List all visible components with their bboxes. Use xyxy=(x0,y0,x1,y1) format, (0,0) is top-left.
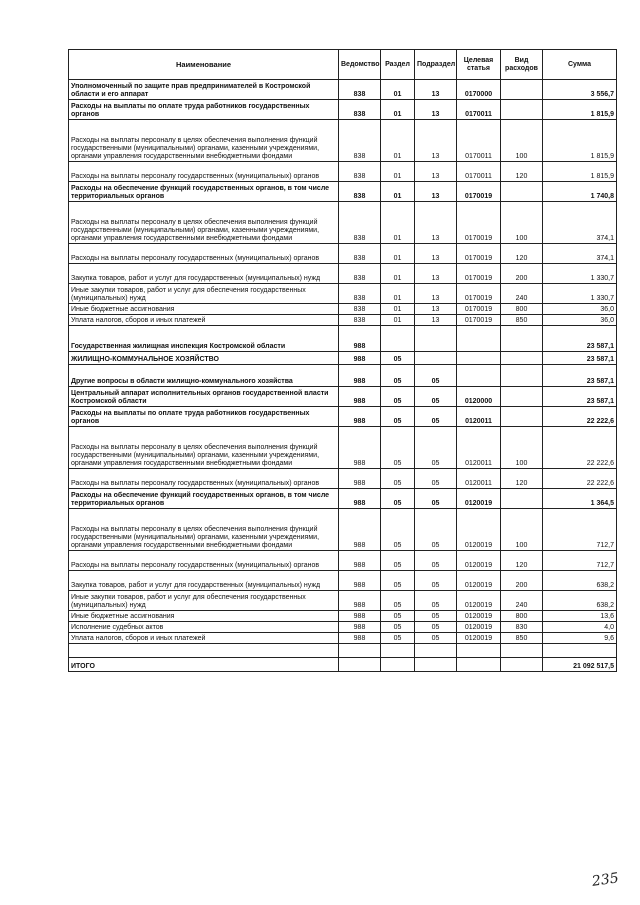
cell-target: 0170011 xyxy=(457,162,501,182)
cell-subsection: 13 xyxy=(415,284,457,304)
cell-kind: 100 xyxy=(501,427,543,469)
cell-kind: 120 xyxy=(501,551,543,571)
cell-name: Расходы на выплаты персоналу государственных (муниципальных) органов xyxy=(69,244,339,264)
table-row xyxy=(69,244,617,264)
header-subsection: Подраздел xyxy=(415,50,457,80)
cell-sum: 1 330,7 xyxy=(543,284,617,304)
cell-sum: 3 556,7 xyxy=(543,80,617,100)
table-row xyxy=(69,387,617,407)
cell-dept: 988 xyxy=(339,352,381,365)
cell-section: 01 xyxy=(381,120,415,162)
table-row xyxy=(69,182,617,202)
cell-section: 05 xyxy=(381,611,415,622)
cell-name: Государственная жилищная инспекция Костромской области xyxy=(69,326,339,352)
cell-sum: 1 815,9 xyxy=(543,100,617,120)
cell-section: 05 xyxy=(381,352,415,365)
cell-kind xyxy=(501,489,543,509)
cell-subsection: 05 xyxy=(415,551,457,571)
cell-kind xyxy=(501,658,543,672)
cell-section: 05 xyxy=(381,551,415,571)
cell-name: Расходы на выплаты персоналу в целях обеспечения выполнения функций государственными (муниципальными) органами, казенными учреждениями, органами управления государственными внебюджетными фондами xyxy=(69,202,339,244)
cell-target: 0120000 xyxy=(457,387,501,407)
header-kind: Вид расходов xyxy=(501,50,543,80)
cell-section: 01 xyxy=(381,162,415,182)
cell-section: 01 xyxy=(381,80,415,100)
cell-target: 0120011 xyxy=(457,427,501,469)
table-row xyxy=(69,120,617,162)
cell-section: 05 xyxy=(381,387,415,407)
cell-kind: 200 xyxy=(501,571,543,591)
table-row xyxy=(69,427,617,469)
cell-subsection xyxy=(415,644,457,658)
cell-target: 0170011 xyxy=(457,100,501,120)
cell-dept: 838 xyxy=(339,284,381,304)
cell-sum: 1 815,9 xyxy=(543,120,617,162)
cell-section: 05 xyxy=(381,489,415,509)
cell-section: 01 xyxy=(381,304,415,315)
cell-dept xyxy=(339,658,381,672)
cell-kind: 200 xyxy=(501,264,543,284)
cell-target: 0170019 xyxy=(457,244,501,264)
cell-target xyxy=(457,352,501,365)
cell-name: Закупка товаров, работ и услуг для государственных (муниципальных) нужд xyxy=(69,571,339,591)
cell-kind: 240 xyxy=(501,591,543,611)
cell-subsection: 05 xyxy=(415,427,457,469)
cell-target: 0120019 xyxy=(457,571,501,591)
cell-kind xyxy=(501,100,543,120)
cell-subsection: 05 xyxy=(415,571,457,591)
cell-section: 01 xyxy=(381,182,415,202)
table-row xyxy=(69,365,617,387)
cell-kind: 100 xyxy=(501,509,543,551)
cell-target: 0120011 xyxy=(457,469,501,489)
cell-sum: 22 222,6 xyxy=(543,469,617,489)
cell-name: Расходы на выплаты персоналу в целях обеспечения выполнения функций государственными (муниципальными) органами, казенными учреждениями, органами управления государственными внебюджетными фондами xyxy=(69,509,339,551)
cell-dept: 838 xyxy=(339,120,381,162)
cell-target xyxy=(457,658,501,672)
table-row xyxy=(69,469,617,489)
cell-sum: 712,7 xyxy=(543,509,617,551)
cell-kind: 850 xyxy=(501,633,543,644)
cell-sum: 1 815,9 xyxy=(543,162,617,182)
cell-name: Уплата налогов, сборов и иных платежей xyxy=(69,633,339,644)
cell-sum: 23 587,1 xyxy=(543,326,617,352)
cell-name: Расходы на обеспечение функций государственных органов, в том числе территориальных органов xyxy=(69,182,339,202)
cell-kind xyxy=(501,182,543,202)
cell-subsection: 05 xyxy=(415,509,457,551)
cell-kind xyxy=(501,644,543,658)
cell-name: Центральный аппарат исполнительных органов государственной власти Костромской области xyxy=(69,387,339,407)
cell-sum: 36,0 xyxy=(543,304,617,315)
cell-sum: 22 222,6 xyxy=(543,407,617,427)
cell-section: 01 xyxy=(381,315,415,326)
table-row xyxy=(69,100,617,120)
cell-kind: 120 xyxy=(501,469,543,489)
cell-target: 0120019 xyxy=(457,489,501,509)
cell-dept: 988 xyxy=(339,326,381,352)
cell-subsection: 13 xyxy=(415,264,457,284)
cell-dept: 838 xyxy=(339,315,381,326)
cell-dept: 838 xyxy=(339,304,381,315)
table-row xyxy=(69,304,617,315)
cell-subsection: 05 xyxy=(415,622,457,633)
cell-section: 05 xyxy=(381,509,415,551)
cell-sum: 374,1 xyxy=(543,202,617,244)
cell-name: Другие вопросы в области жилищно-коммунального хозяйства xyxy=(69,365,339,387)
cell-sum xyxy=(543,644,617,658)
cell-dept: 988 xyxy=(339,387,381,407)
cell-dept: 838 xyxy=(339,244,381,264)
table-row xyxy=(69,315,617,326)
cell-target: 0120019 xyxy=(457,551,501,571)
cell-subsection: 13 xyxy=(415,120,457,162)
cell-section xyxy=(381,326,415,352)
cell-section: 01 xyxy=(381,284,415,304)
cell-subsection: 13 xyxy=(415,162,457,182)
cell-section: 05 xyxy=(381,365,415,387)
cell-name: Уплата налогов, сборов и иных платежей xyxy=(69,315,339,326)
cell-name: ИТОГО xyxy=(69,658,339,672)
table-row xyxy=(69,633,617,644)
cell-name: Расходы на обеспечение функций государственных органов, в том числе территориальных органов xyxy=(69,489,339,509)
cell-subsection: 05 xyxy=(415,591,457,611)
cell-dept: 838 xyxy=(339,182,381,202)
cell-sum: 712,7 xyxy=(543,551,617,571)
cell-kind: 100 xyxy=(501,120,543,162)
cell-section: 05 xyxy=(381,591,415,611)
budget-table xyxy=(68,49,617,672)
cell-dept: 988 xyxy=(339,571,381,591)
cell-name: Иные закупки товаров, работ и услуг для обеспечения государственных (муниципальных) нужд xyxy=(69,284,339,304)
page-number: 235 xyxy=(591,870,620,890)
cell-target: 0170019 xyxy=(457,264,501,284)
header-dept: Ведомство xyxy=(339,50,381,80)
cell-name: Расходы на выплаты персоналу в целях обеспечения выполнения функций государственными (муниципальными) органами, казенными учреждениями, органами управления государственными внебюджетными фондами xyxy=(69,427,339,469)
cell-subsection: 13 xyxy=(415,182,457,202)
cell-kind: 240 xyxy=(501,284,543,304)
table-row xyxy=(69,658,617,672)
cell-target: 0120019 xyxy=(457,611,501,622)
cell-dept: 838 xyxy=(339,264,381,284)
cell-dept: 988 xyxy=(339,427,381,469)
table-row xyxy=(69,284,617,304)
cell-target: 0170000 xyxy=(457,80,501,100)
cell-kind xyxy=(501,352,543,365)
table-row xyxy=(69,489,617,509)
cell-section xyxy=(381,644,415,658)
cell-section: 05 xyxy=(381,427,415,469)
cell-sum: 22 222,6 xyxy=(543,427,617,469)
cell-name: Закупка товаров, работ и услуг для государственных (муниципальных) нужд xyxy=(69,264,339,284)
cell-sum: 1 364,5 xyxy=(543,489,617,509)
cell-section: 05 xyxy=(381,469,415,489)
cell-target: 0120019 xyxy=(457,633,501,644)
cell-kind: 120 xyxy=(501,244,543,264)
cell-kind xyxy=(501,80,543,100)
table-row xyxy=(69,407,617,427)
cell-target: 0170011 xyxy=(457,120,501,162)
cell-name xyxy=(69,644,339,658)
cell-sum: 9,6 xyxy=(543,633,617,644)
cell-section: 05 xyxy=(381,407,415,427)
cell-sum: 23 587,1 xyxy=(543,387,617,407)
cell-name: Расходы на выплаты персоналу государственных (муниципальных) органов xyxy=(69,551,339,571)
cell-target xyxy=(457,365,501,387)
cell-target: 0120019 xyxy=(457,509,501,551)
header-section: Раздел xyxy=(381,50,415,80)
cell-kind: 830 xyxy=(501,622,543,633)
cell-sum: 1 330,7 xyxy=(543,264,617,284)
cell-subsection: 13 xyxy=(415,304,457,315)
cell-name: Иные закупки товаров, работ и услуг для обеспечения государственных (муниципальных) нужд xyxy=(69,591,339,611)
cell-subsection: 05 xyxy=(415,611,457,622)
cell-kind: 800 xyxy=(501,611,543,622)
cell-sum: 1 740,8 xyxy=(543,182,617,202)
table-row xyxy=(69,644,617,658)
cell-subsection xyxy=(415,326,457,352)
cell-name: Иные бюджетные ассигнования xyxy=(69,304,339,315)
cell-kind: 800 xyxy=(501,304,543,315)
header-name: Наименование xyxy=(69,50,339,80)
cell-section xyxy=(381,658,415,672)
cell-sum: 36,0 xyxy=(543,315,617,326)
cell-dept: 988 xyxy=(339,407,381,427)
cell-dept: 838 xyxy=(339,162,381,182)
cell-section: 05 xyxy=(381,571,415,591)
table-row xyxy=(69,622,617,633)
cell-target xyxy=(457,326,501,352)
cell-subsection: 13 xyxy=(415,202,457,244)
header-target: Целевая статья xyxy=(457,50,501,80)
cell-subsection: 13 xyxy=(415,315,457,326)
cell-sum: 638,2 xyxy=(543,591,617,611)
cell-kind xyxy=(501,407,543,427)
cell-name: Расходы на выплаты по оплате труда работников государственных органов xyxy=(69,407,339,427)
cell-subsection: 13 xyxy=(415,244,457,264)
table-row xyxy=(69,591,617,611)
cell-sum: 23 587,1 xyxy=(543,352,617,365)
table-row xyxy=(69,80,617,100)
cell-kind: 120 xyxy=(501,162,543,182)
cell-name: ЖИЛИЩНО-КОММУНАЛЬНОЕ ХОЗЯЙСТВО xyxy=(69,352,339,365)
cell-dept: 988 xyxy=(339,509,381,551)
cell-dept: 838 xyxy=(339,202,381,244)
cell-subsection: 05 xyxy=(415,365,457,387)
cell-subsection xyxy=(415,352,457,365)
cell-dept: 988 xyxy=(339,365,381,387)
cell-dept: 988 xyxy=(339,489,381,509)
cell-section: 05 xyxy=(381,633,415,644)
cell-target: 0120019 xyxy=(457,622,501,633)
cell-name: Расходы на выплаты персоналу государственных (муниципальных) органов xyxy=(69,469,339,489)
cell-kind xyxy=(501,365,543,387)
cell-name: Исполнение судебных актов xyxy=(69,622,339,633)
cell-dept: 988 xyxy=(339,469,381,489)
header-row xyxy=(69,50,617,80)
cell-subsection: 13 xyxy=(415,100,457,120)
cell-sum: 4,0 xyxy=(543,622,617,633)
cell-dept: 838 xyxy=(339,80,381,100)
table-body xyxy=(69,80,617,672)
cell-dept: 988 xyxy=(339,591,381,611)
cell-sum: 21 092 517,5 xyxy=(543,658,617,672)
cell-sum: 23 587,1 xyxy=(543,365,617,387)
cell-sum: 638,2 xyxy=(543,571,617,591)
cell-dept: 988 xyxy=(339,611,381,622)
cell-target: 0170019 xyxy=(457,284,501,304)
cell-kind: 100 xyxy=(501,202,543,244)
cell-section: 05 xyxy=(381,622,415,633)
cell-dept: 988 xyxy=(339,633,381,644)
cell-name: Иные бюджетные ассигнования xyxy=(69,611,339,622)
cell-name: Расходы на выплаты персоналу в целях обеспечения выполнения функций государственными (муниципальными) органами, казенными учреждениями, органами управления государственными внебюджетными фондами xyxy=(69,120,339,162)
cell-target: 0170019 xyxy=(457,315,501,326)
table-row xyxy=(69,509,617,551)
cell-dept: 988 xyxy=(339,622,381,633)
cell-section: 01 xyxy=(381,202,415,244)
cell-target: 0120019 xyxy=(457,591,501,611)
header-sum: Сумма xyxy=(543,50,617,80)
cell-subsection: 13 xyxy=(415,80,457,100)
cell-subsection: 05 xyxy=(415,387,457,407)
table-row xyxy=(69,264,617,284)
table-row xyxy=(69,551,617,571)
cell-subsection: 05 xyxy=(415,407,457,427)
cell-name: Уполномоченный по защите прав предпринимателей в Костромской области и его аппарат xyxy=(69,80,339,100)
cell-target xyxy=(457,644,501,658)
cell-subsection: 05 xyxy=(415,489,457,509)
cell-section: 01 xyxy=(381,100,415,120)
cell-target: 0170019 xyxy=(457,182,501,202)
cell-target: 0170019 xyxy=(457,304,501,315)
cell-sum: 13,6 xyxy=(543,611,617,622)
cell-kind: 850 xyxy=(501,315,543,326)
cell-target: 0120011 xyxy=(457,407,501,427)
cell-dept: 988 xyxy=(339,551,381,571)
table-row xyxy=(69,202,617,244)
cell-subsection xyxy=(415,658,457,672)
cell-name: Расходы на выплаты по оплате труда работников государственных органов xyxy=(69,100,339,120)
cell-sum: 374,1 xyxy=(543,244,617,264)
cell-dept: 838 xyxy=(339,100,381,120)
table-row xyxy=(69,352,617,365)
table-row xyxy=(69,571,617,591)
cell-name: Расходы на выплаты персоналу государственных (муниципальных) органов xyxy=(69,162,339,182)
table-row xyxy=(69,162,617,182)
table-row xyxy=(69,611,617,622)
cell-section: 01 xyxy=(381,244,415,264)
cell-section: 01 xyxy=(381,264,415,284)
cell-dept xyxy=(339,644,381,658)
table-row xyxy=(69,326,617,352)
cell-subsection: 05 xyxy=(415,469,457,489)
cell-kind xyxy=(501,326,543,352)
cell-target: 0170019 xyxy=(457,202,501,244)
cell-kind xyxy=(501,387,543,407)
cell-subsection: 05 xyxy=(415,633,457,644)
